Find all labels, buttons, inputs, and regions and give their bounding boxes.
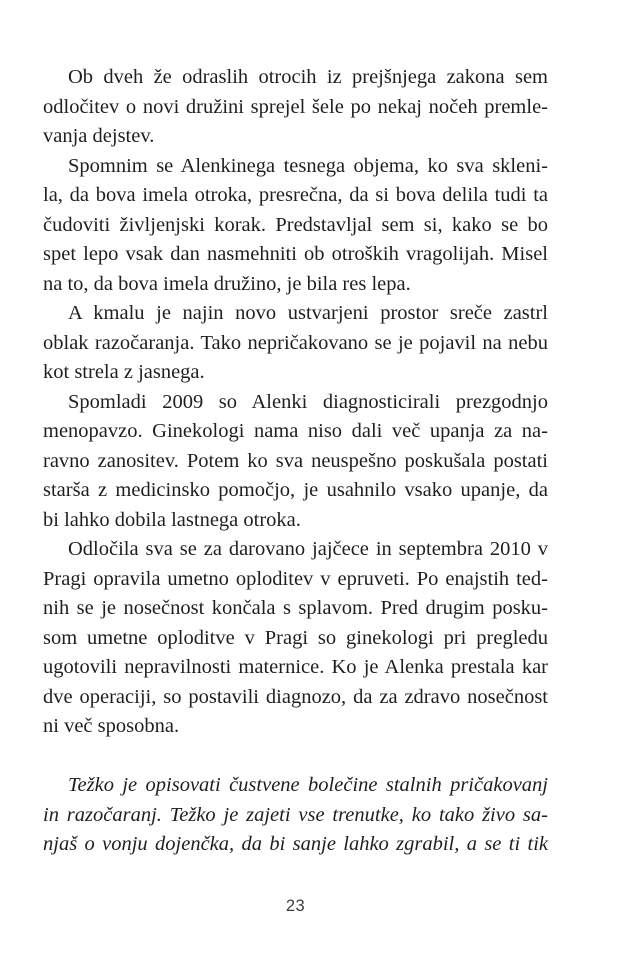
text-line: bi lahko dobila lastnega otroka.: [43, 508, 301, 531]
text-line: dve operaciji, so postavili diagnozo, da za zdravo nosečnost: [43, 685, 548, 708]
text-line: ravno zanositev. Potem ko sva neuspešno poskušala postati: [43, 449, 548, 472]
text-line: menopavzo. Ginekologi nama niso dali več upanja za na-: [43, 420, 548, 442]
text-line: kot strela z jasnega.: [43, 361, 205, 383]
text-line: vanja dejstev.: [43, 125, 155, 147]
text-line: som umetne oploditve v Pragi so ginekologi pri pregledu: [43, 626, 548, 649]
text-line: A kmalu je najin novo ustvarjeni prostor sreče zastrl: [68, 302, 548, 324]
text-line: ugotovili nepravilnosti maternice. Ko je Alenka prestala kar: [43, 656, 548, 678]
paragraph-2: [43, 152, 548, 300]
text-line: Ob dveh že odraslih otrocih iz prejšnjega zakona sem: [68, 66, 548, 88]
text-line: Težko je opisovati čustvene bolečine stalnih pričakovanj: [68, 774, 548, 796]
text-line: starša z medicinsko pomočjo, je usahnilo vsako upanje, da: [43, 479, 548, 501]
text-line: Spomladi 2009 so Alenki diagnosticirali prezgodnjo: [68, 390, 548, 413]
text-line: Odločila sva se za darovano jajčece in septembra 2010 v: [68, 538, 548, 560]
page-text: [43, 63, 548, 860]
text-line: la, da bova imela otroka, presrečna, da si bova delila tudi ta: [43, 184, 548, 206]
page-number: 23: [285, 897, 306, 915]
text-line: oblak razočaranja. Tako nepričakovano se je pojavil na nebu: [43, 331, 548, 354]
text-line: na to, da bova imela družino, je bila res lepa.: [43, 272, 411, 295]
paragraph-3: [43, 299, 548, 388]
paragraph-6: [43, 771, 548, 860]
text-line: ni več sposobna.: [43, 715, 180, 737]
text-line: Pragi opravila umetno oploditev v epruveti. Po enajstih ted-: [43, 567, 548, 590]
paragraph-1: [43, 63, 548, 152]
paragraph-4: [43, 388, 548, 536]
text-line: čudoviti življenjski korak. Predstavljal sem si, kako se bo: [43, 213, 548, 236]
text-line: odločitev o novi družini sprejel šele po nekaj nočeh premle-: [43, 95, 548, 118]
paragraph-5: [43, 535, 548, 742]
text-line: njaš o vonju dojenčka, da bi sanje lahko zgrabil, a se ti tik: [43, 833, 548, 855]
text-line: in razočaranj. Težko je zajeti vse trenutke, ko tako živo sa-: [43, 803, 548, 826]
text-line: nih se je nosečnost končala s splavom. Pred drugim posku-: [43, 597, 548, 619]
text-line: Spomnim se Alenkinega tesnega objema, ko sva skleni-: [68, 154, 548, 177]
text-line: spet lepo vsak dan nasmehniti ob otroških vragolijah. Misel: [43, 243, 548, 265]
